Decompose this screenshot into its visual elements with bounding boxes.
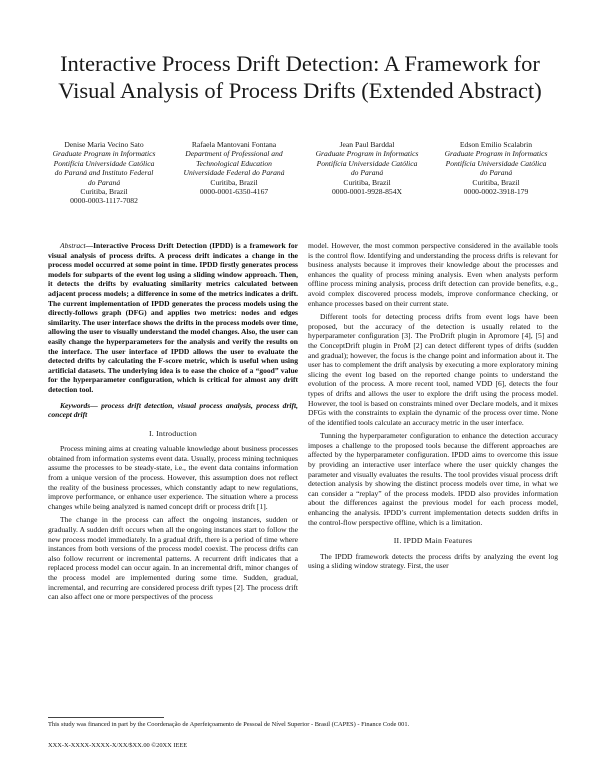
author-affiliation: do Paraná	[350, 168, 384, 178]
left-column	[48, 241, 298, 606]
copyright-code: XXX-X-XXXX-XXXX-X/XX/$XX.00 ©20XX IEEE	[48, 742, 188, 749]
body-paragraph: model. However, the most common perspective considered in the available tools is the control flow. Identifying and understanding the process drifts is relevant for business analysts because it improves their knowledge about the processes and enhances the quality of process mining analysis. Even when analysts perform offline process mining analysis, process drift detection can provide benefits, e.g., avoid complex discovered process models, improve conformance checking, or enhance processes based on their current state.	[308, 241, 558, 308]
author-1	[40, 140, 168, 206]
section-heading-main-features: II. IPDD Main Features	[393, 536, 473, 546]
author-affiliation: Graduate Program in Informatics	[315, 149, 419, 159]
author-4	[432, 140, 560, 196]
body-paragraph: Process mining aims at creating valuable knowledge about business processes obtained from information systems event data. Usually, process mining techniques assume the processes to be steady-state, i.e., the event data contains information from a unique version of the process. However, this assumption does not reflect the reality of the business processes, which constantly adapt to new regulations, improve performance, or enhance user experience. The situation where a process changes while being analyzed is named concept drift or process drift [1].	[48, 444, 298, 511]
author-affiliation: Graduate Program in Informatics	[444, 149, 548, 159]
author-name: Jean Paul Barddal	[339, 140, 395, 149]
author-orcid: 0000-0001-6350-4167	[199, 187, 269, 197]
author-affiliation: Department of Professional and	[185, 149, 283, 159]
keywords: Keywords— process drift detection, visual process analysis, process drift, concept drift	[48, 400, 298, 420]
author-orcid: 0000-0001-9928-854X	[331, 187, 403, 197]
body-paragraph: The change in the process can affect the ongoing instances, sudden or gradually. A sudden drift occurs when all the ongoing instances start to follow the new process model immediately. In a gradual drift, there is a period of time where instances from both versions of the process model coexist. The process drifts can also follow recurrent or incremental patterns. A recurrent drift indicates that a replaced process model can occur again. In an incremental drift, minor changes of the process model are implemented during some time. Sudden, gradual, incremental, and recurring are considered process drift types [2]. The process drift can also affect one or more perspectives of the process	[48, 515, 298, 602]
body-paragraph: Tunning the hyperparameter configuration to enhance the detection accuracy imposes a challenge to the proposed tools because the different approaches are affected by the hyperparameter configuration. IPDD aims to overcome this issue by providing an interactive user interface where the user quickly changes the parameter and visually evaluates the results. The tool provides visual process drift detection analysis by showing the distinct process models over time, in what we can consider a “replay” of the process models. IPDD also provides information about the differences against the previous model for each process model, enhancing the analysis. IPDD’s current implementation detects sudden drifts in the control-flow perspective offline, which is a limitation.	[308, 431, 558, 527]
author-affiliation: do Paraná and Instituto Federal	[54, 168, 154, 178]
footnote-divider	[48, 717, 164, 718]
author-affiliation: Universidade Federal do Paraná	[183, 168, 285, 178]
author-city: Curitiba, Brazil	[343, 177, 391, 187]
author-city: Curitiba, Brazil	[80, 187, 128, 197]
paper-title	[20, 50, 580, 104]
body-paragraph: Different tools for detecting process drifts from event logs have been proposed, but the accuracy of the detection is usually related to the hyperparameter configuration [3]. The ProDrift plugin in Apromore [4], [5] and the ConceptDrift plugin in ProM [2] can detect different types of drifts (sudden and gradual); however, the focus is the change point and information about it. The user has to complement the drift analysis by executing a more exploratory mining slicing the event log based on the reported change points to understand the evolution of the process. A more recent tool, named VDD [6], detects the four types of drifts and allows the user to explore the drift using the process model. However, the tool is based on constraints mined over Declare models, and it mixes DFGs with the constraints to explain the dynamic of the process over time. None of the identified tools calculate an accuracy metric in the user interface.	[308, 312, 558, 427]
author-affiliation: Graduate Program in Informatics	[52, 149, 156, 159]
right-column	[308, 241, 558, 575]
author-city: Curitiba, Brazil	[472, 177, 520, 187]
author-orcid: 0000-0002-3918-179	[463, 187, 529, 197]
author-affiliation: Pontifícia Universidade Católica	[445, 158, 547, 168]
author-name: Rafaela Mantovani Fontana	[191, 140, 277, 149]
funding-footnote: This study was financed in part by the Coordenação de Aperfeiçoamento de Pessoal de Nível Superior - Brasil (CAPES) - Finance Code 001.	[48, 721, 410, 728]
author-orcid: 0000-0003-1117-7082	[70, 196, 138, 206]
title-line-1: Interactive Process Drift Detection: A Framework for	[60, 51, 540, 76]
author-affiliation: do Paraná	[87, 177, 121, 187]
author-name: Denise Maria Vecino Sato	[64, 140, 144, 149]
author-2	[170, 140, 298, 196]
section-heading-introduction: I. Introduction	[148, 428, 198, 438]
abstract	[48, 241, 298, 395]
body-paragraph: The IPDD framework detects the process drifts by analyzing the event log using a sliding window strategy. First, the user	[308, 551, 558, 571]
author-affiliation: Pontifícia Universidade Católica	[316, 158, 418, 168]
author-affiliation: Technological Education	[196, 158, 272, 168]
abstract-text: —Interactive Process Drift Detection (IPDD) is a framework for visual analysis of process drifts. A process drift indicates a change in the process model occurred at some point in time. IPDD firstly generates process models for subparts of the event log using a sliding window approach. Then, it detects the drifts by evaluating similarity metrics calculated between adjacent process models; a difference in some of the metrics indicates a drift. The current implementation of IPDD generates the process models using the directly-follows graph (DFG) and applies two metrics: nodes and edges similarity. The user interface shows the drifts in the process models over time, allowing the user to visually understand the model changes. Also, the user can easily change the hyperparameters for the analysis and verify the results on the interface. The user interface of IPDD allows the user to evaluate the detected drifts by calculating the F-score metric, which is useful when using artificial datasets. The underlying idea is to ease the choice of a “good” value for the hyperparameter configuration, which is critical for almost any drift detection tool.	[48, 241, 298, 394]
author-name: Edson Emilio Scalabrin	[459, 140, 533, 149]
author-affiliation: Pontifícia Universidade Católica	[53, 158, 155, 168]
author-city: Curitiba, Brazil	[210, 177, 258, 187]
abstract-lead: Abstract	[60, 241, 86, 250]
author-3	[303, 140, 431, 196]
title-line-2: Visual Analysis of Process Drifts (Extended Abstract)	[58, 78, 542, 103]
author-affiliation: do Paraná	[479, 168, 513, 178]
